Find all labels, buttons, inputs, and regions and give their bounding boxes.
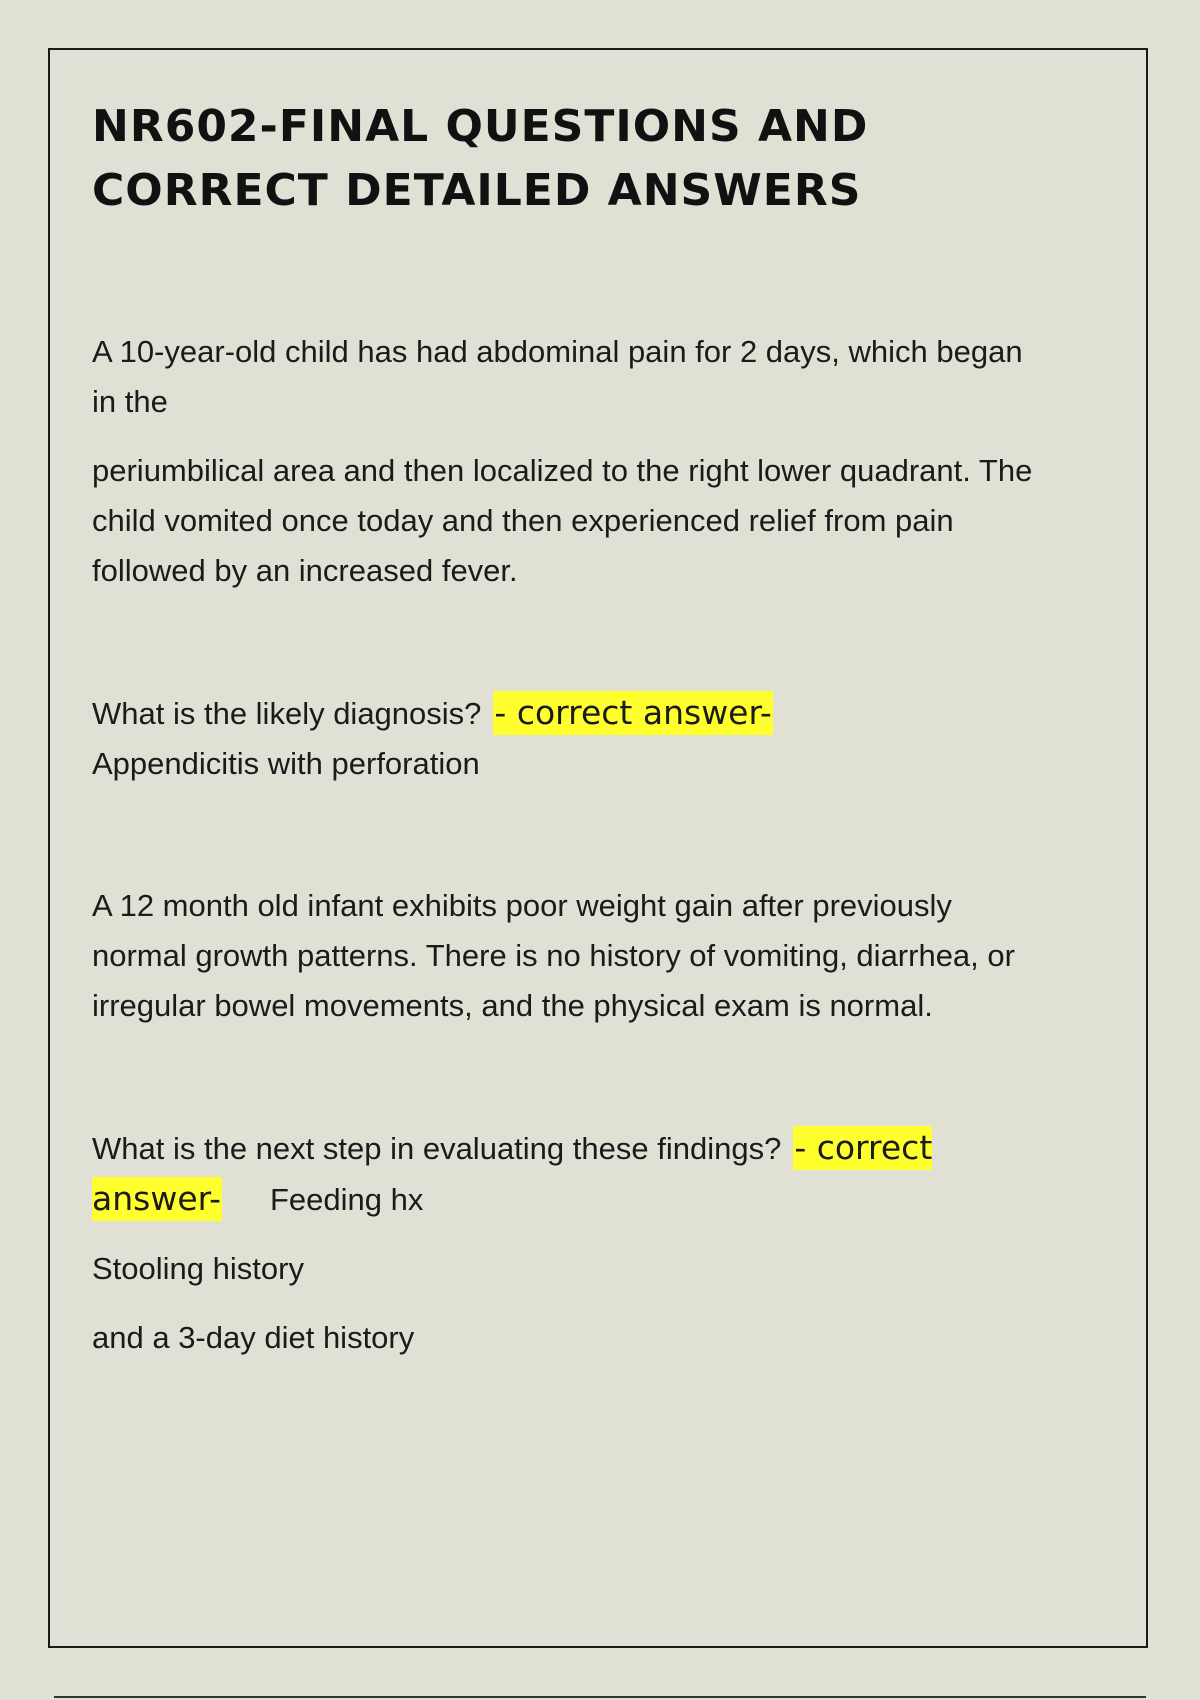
question-2-answer-marker: - correct answer- [92, 1126, 932, 1221]
question-2-text: A 12 month old infant exhibits poor weight gain after previously normal growth patterns. There is no history of vomiting, diarrhea, or irregular bowel movements, and the physical exam is normal. [92, 888, 1015, 1023]
question-1-answer-marker: - correct answer- [493, 691, 772, 735]
question-1-text-part-1: A 10-year-old child has had abdominal pain for 2 days, which began in the [92, 334, 1023, 419]
question-2-answer-cont-1: Stooling history [92, 1251, 304, 1286]
question-1-prompt-block [92, 688, 1052, 789]
document-content [92, 95, 1052, 1363]
question-2-answer: Feeding hx [270, 1182, 424, 1217]
question-2-prompt: What is the next step in evaluating these findings? [92, 1131, 782, 1166]
question-2-prompt-block [92, 1123, 1052, 1225]
document-title: NR602-FINAL QUESTIONS AND CORRECT DETAILED ANSWERS [92, 101, 869, 216]
question-1-prompt: What is the likely diagnosis? [92, 696, 482, 731]
next-page-edge [54, 1696, 1146, 1698]
question-2-answer-cont-2: and a 3-day diet history [92, 1320, 415, 1355]
question-1-text-part-2: periumbilical area and then localized to the right lower quadrant. The child vomited once today and then experienced relief from pain followed by an increased fever. [92, 453, 1033, 588]
question-1-answer: Appendicitis with perforation [92, 746, 480, 781]
